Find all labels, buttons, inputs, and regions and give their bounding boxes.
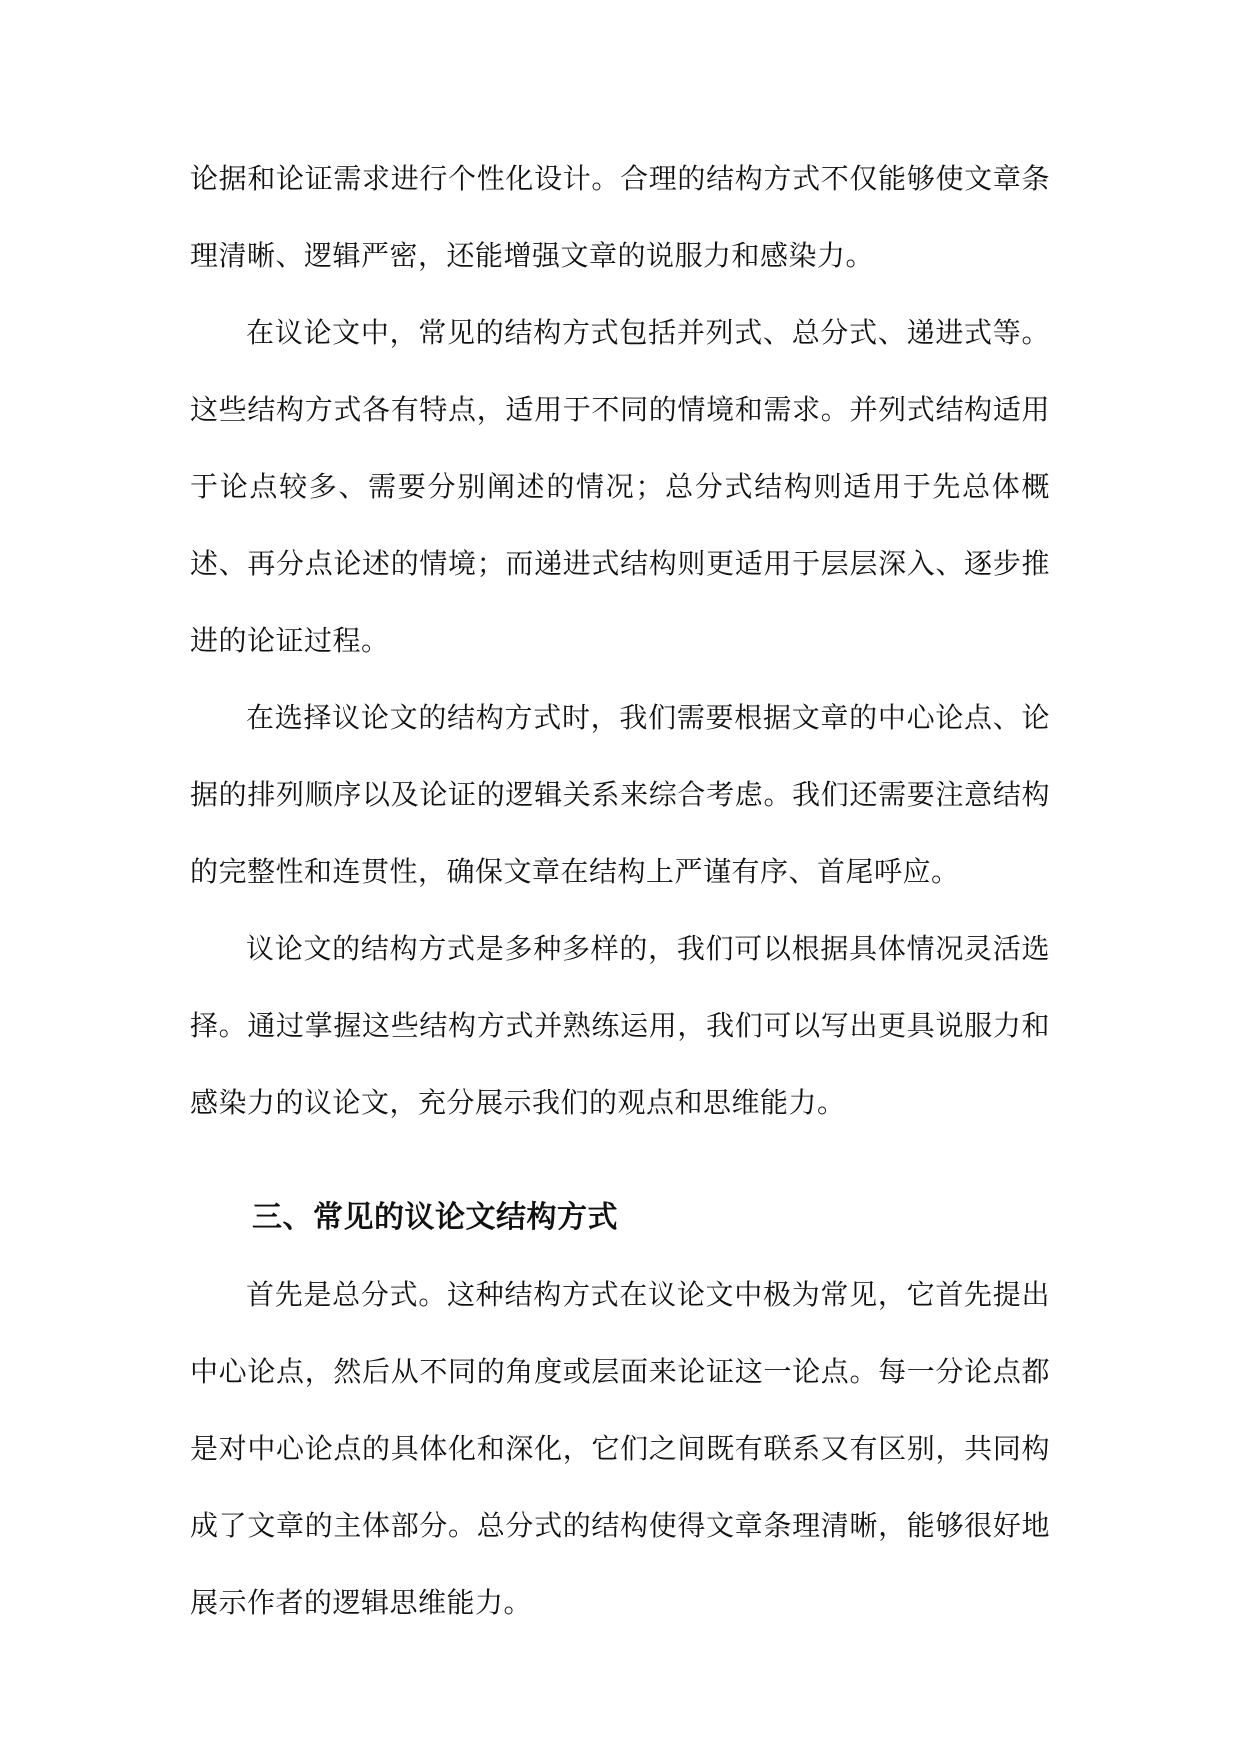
paragraph-summary: 议论文的结构方式是多种多样的，我们可以根据具体情况灵活选择。通过掌握这些结构方式并熟练运用，我们可以写出更具说服力和感染力的议论文，充分展示我们的观点和思维能力。 bbox=[190, 932, 1050, 1119]
section-heading: 三、常见的议论文结构方式 bbox=[252, 1200, 618, 1235]
paragraph-continuation: 论据和论证需求进行个性化设计。合理的结构方式不仅能够使文章条理清晰、逻辑严密，还能增强文章的说服力和感染力。 bbox=[190, 162, 1050, 272]
paragraph-total-sub-structure: 首先是总分式。这种结构方式在议论文中极为常见，它首先提出中心论点，然后从不同的角度或层面来论证这一论点。每一分论点都是对中心论点的具体化和深化，它们之间既有联系又有区别，共同构成了文章的主体部分。总分式的结构使得文章条理清晰，能够很好地展示作者的逻辑思维能力。 bbox=[190, 1278, 1050, 1619]
paragraph-choosing-structure: 在选择议论文的结构方式时，我们需要根据文章的中心论点、论据的排列顺序以及论证的逻辑关系来综合考虑。我们还需要注意结构的完整性和连贯性，确保文章在结构上严谨有序、首尾呼应。 bbox=[190, 701, 1050, 888]
paragraph-common-structures: 在议论文中，常见的结构方式包括并列式、总分式、递进式等。这些结构方式各有特点，适用于不同的情境和需求。并列式结构适用于论点较多、需要分别阐述的情况；总分式结构则适用于先总体概述、再分点论述的情境；而递进式结构则更适用于层层深入、逐步推进的论证过程。 bbox=[190, 316, 1050, 657]
document-body bbox=[190, 140, 1050, 1641]
